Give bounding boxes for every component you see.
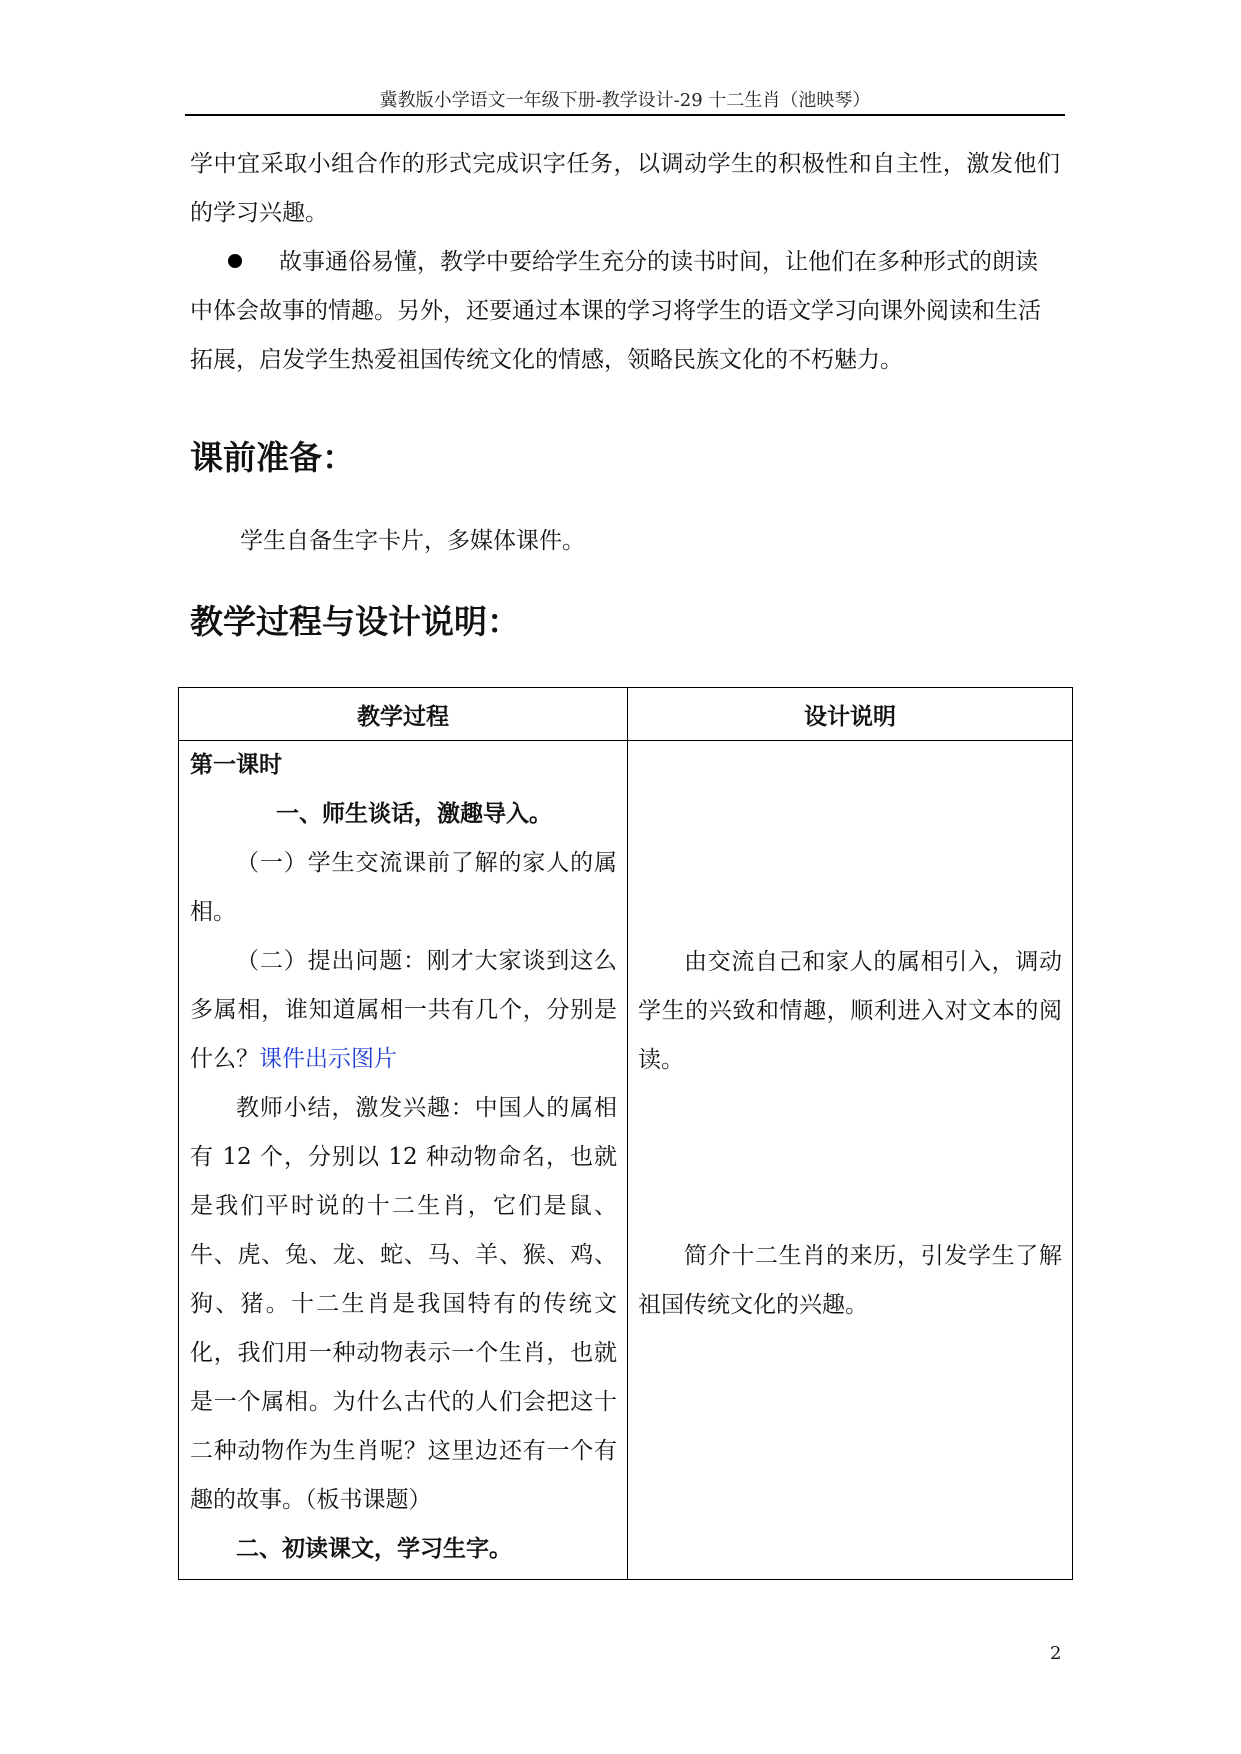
intro-section	[190, 140, 1060, 385]
prep-heading: 课前准备：	[190, 438, 355, 477]
section2-title: 二、初读课文，学习生字。	[236, 1536, 512, 1562]
section1-title: 一、师生谈话，激趣导入。	[276, 801, 552, 827]
prep-text: 学生自备生字卡片，多媒体课件。	[240, 528, 585, 554]
col-header-process: 教学过程	[179, 688, 628, 741]
design-note-2: 简介十二生肖的来历，引发学生了解祖国传统文化的兴趣。	[638, 1243, 1062, 1318]
table-header-row	[179, 688, 1073, 741]
page-number: 2	[1050, 1643, 1062, 1664]
lesson-label: 第一课时	[190, 752, 282, 778]
design-note-1: 由交流自己和家人的属相引入，调动学生的兴致和情趣，顺利进入对文本的阅读。	[638, 949, 1062, 1073]
process-cell	[179, 741, 628, 1580]
step2-question: （二）提出问题：刚才大家谈到这么多属相，谁知道属相一共有几个，分别是什么？	[190, 948, 617, 1072]
design-cell	[628, 741, 1073, 1580]
step1-text: （一）学生交流课前了解的家人的属相。	[190, 850, 617, 925]
col-header-design: 设计说明	[628, 688, 1073, 741]
teaching-process-table	[178, 687, 1073, 1580]
step2-text	[190, 937, 617, 1084]
bullet-icon	[228, 254, 242, 268]
table-row	[179, 741, 1073, 1580]
process-heading: 教学过程与设计说明：	[190, 602, 520, 641]
intro-bullet-item	[190, 238, 1060, 385]
summary-text: 教师小结，激发兴趣：中国人的属相有 12 个，分别以 12 种动物命名，也就是我们平时说的十二生肖，它们是鼠、牛、虎、兔、龙、蛇、马、羊、猴、鸡、狗、猪。十二生肖是我国特有的传统文化，我们用一种动物表示一个生肖，也就是一个属相。为什么古代的人们会把这十二种动物作为生肖呢？这里边还有一个有趣的故事。（板书课题）	[190, 1095, 617, 1513]
intro-bullet-text: 故事通俗易懂，教学中要给学生充分的读书时间，让他们在多种形式的朗读中体会故事的情趣。另外，还要通过本课的学习将学生的语文学习向课外阅读和生活拓展，启发学生热爱祖国传统文化的情感，领略民族文化的不朽魅力。	[190, 249, 1041, 373]
page-header: 冀教版小学语文一年级下册-教学设计-29 十二生肖（池映琴）	[379, 90, 871, 111]
intro-paragraph: 学中宜采取小组合作的形式完成识字任务，以调动学生的积极性和自主性，激发他们的学习兴趣。	[190, 151, 1060, 226]
header-rule	[185, 114, 1065, 116]
courseware-note: 课件出示图片	[259, 1046, 397, 1072]
